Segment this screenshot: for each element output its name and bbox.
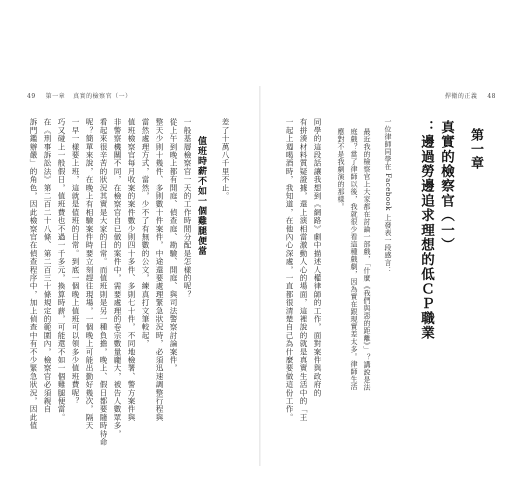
left-body-column-7: 看起來很辛苦的狀況其實是大家的日常。而值班則是另一種負擔，晚上、假日都要隨時待命 <box>99 118 108 446</box>
left-body-column-5: 值班檢察官每月收案的案件數少則四十多件、多則七十件，不同地檢署、警方案件與 <box>127 118 136 422</box>
section-subheading: 值班時薪不如一個雞腿便當 <box>196 136 206 256</box>
left-body-column-1: 一般基層檢察官一天的工作時間分配是怎樣的呢？ <box>183 118 192 299</box>
left-body-column-6: 非警察機關不同，在檢察官自已做的案件中，需要處理的卷宗數量龐大，被告人數眾多， <box>113 118 122 438</box>
left-body-column-9: 一早一樣要上班，這就是值班的日常。到底一個晚上值班可以領多少值班費呢？ <box>71 118 80 405</box>
left-body-column-4: 當然處理方式，當然，少不了有無數的公文，練真打文筆較起， <box>141 118 150 348</box>
left-body-column-2: 從上午到晚上都有開庭、偵查庭、勘驗、開庭、與司法警察討論案件， <box>169 118 178 373</box>
left-tail-line: 差了十萬八千里不止。 <box>221 118 230 200</box>
right-page-number: 48 <box>487 93 496 100</box>
epigraph-line-3: 應對不是我劇演的那樣。 <box>337 128 345 211</box>
left-body-column-8: 呢？簡單來說，在晚上有相驗案件時要立刻趕往現場，一個晚上可能出勤好幾次，隔天 <box>85 118 94 430</box>
left-page-number: 49 <box>27 93 36 100</box>
right-body-column-1: 同學的這段話讓我想到《網路》劇中描述人權律師的工作，面對案件與政府的 <box>313 118 322 397</box>
left-body-column-11: 在《刑事訴訟法》第二百二十八條、第二百三十條規定的範圍內，檢察官必須親自 <box>43 118 52 414</box>
left-page-header <box>27 91 132 100</box>
right-body-column-2: 有拼湊材料質疑證據，還上演相當激動人心的場面，這裡說的就是真實生活中的「王 <box>299 118 308 422</box>
left-body-column-10: 巧又碰上一般假日，值班費也不過一千多元，換算時薪，可能還不如一個雞腿便當。 <box>57 118 66 422</box>
left-body-column-3: 整天少則十幾件、多則數十件案件，中途還要處理緊急狀況時，必須迅速調整行程與 <box>155 118 164 422</box>
epigraph-intro: 一位律師同學在 Facebook 上發表一段感言： <box>384 118 392 274</box>
right-body-column-3: 一起上週喝酒時，我知道，在他內心深處，一直都很清楚自己為什麼要做這份工作。 <box>285 118 294 422</box>
epigraph-line-1: 最近我的檢察官上大家都在討論一部戲，「什麼《我們與惡的距離》」？講說是法 <box>363 128 371 391</box>
right-header-section: 捍衛的正義 <box>444 93 478 100</box>
epigraph-line-2: 庭戲？當了律師以後，我就很少看這種戲劇，因為實在跟現實差太多。律師生活 <box>350 128 358 391</box>
page-gutter <box>259 86 261 466</box>
chapter-title-line-2: ：邊過勞邊追求理想的低ＣＰ職業 <box>418 120 434 341</box>
chapter-label: 第一章 <box>468 128 483 170</box>
left-body-column-12: 訴門鑑辦嚴」的角色，因此檢察官在偵查程序中，加上偵查中有不少緊急狀況，因此值 <box>29 118 38 430</box>
right-page-header <box>445 91 496 100</box>
chapter-title-line-1: 真實的檢察官（一） <box>438 120 454 253</box>
left-header-chapter: 第一章 <box>45 93 66 100</box>
left-header-title: 真實的檢察官（一） <box>73 93 132 100</box>
